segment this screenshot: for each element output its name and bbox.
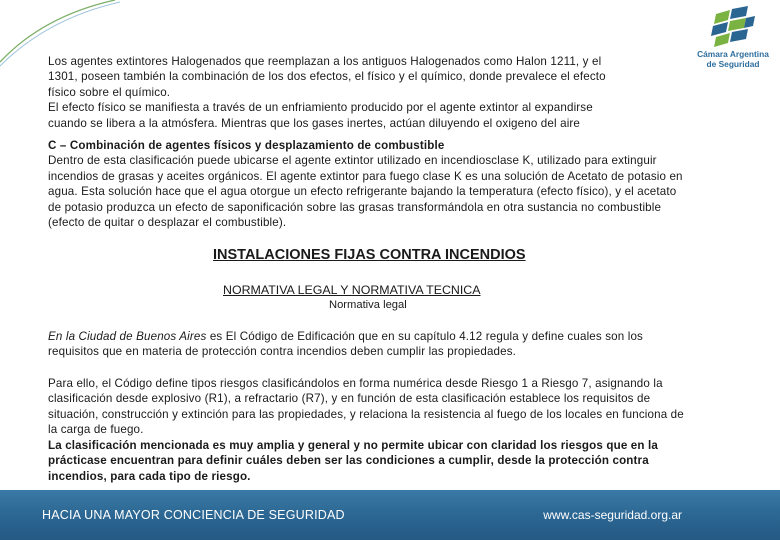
logo-line-2: de Seguridad	[706, 59, 760, 69]
footer-bar	[0, 490, 780, 540]
intro-line: cuando se libera a la atmósfera. Mientras que los gases inertes, actúan diluyendo el oxigeno del aire	[48, 116, 581, 130]
city-paragraph	[48, 329, 748, 360]
code-line: situación, construcción y extinción para las propiedades, y relaciona la resistencia al fuego de los locales en funciona de	[48, 407, 684, 421]
section-c-line: de potasio produzca un efecto de saponificación sobre las grasas transformándola en otra sustancia no combustible	[48, 200, 662, 214]
city-line-2: requisitos que en materia de protección contra incendios deben cumplir las propiedades.	[48, 345, 517, 359]
bold-line: La clasificación mencionada es muy amplia y general y no permite ubicar con claridad los riesgos que en la	[48, 439, 658, 452]
code-paragraph	[48, 376, 748, 438]
code-line: la carga de fuego.	[48, 423, 144, 437]
intro-line: 1301, poseen también la combinación de los dos efectos, el físico y el químico, donde prevalece el efecto	[48, 70, 606, 84]
code-line: Para ello, el Código define tipos riesgos clasificándolos en forma numérica desde Riesgo 1 a Riesgo 7, asignando la	[48, 377, 663, 390]
section-c-title: C – Combinación de agentes físicos y desplazamiento de combustible	[48, 139, 445, 153]
main-content	[48, 54, 748, 230]
city-name-italic: En la Ciudad de Buenos Aires	[48, 330, 207, 343]
section-c-line: incendios de grasas y aceites orgánicos. El agente extintor para fuego clase K es una solución de Acetato de potasio en	[48, 169, 683, 183]
bold-paragraph	[48, 438, 748, 484]
intro-paragraph	[48, 54, 668, 131]
city-line-1-rest: es El Código de Edificación que en su capítulo 4.12 regula y define cuales son los	[206, 330, 643, 343]
bold-line: prácticase encuentran para definir cuáles deben ser las condiciones a cumplir, desde la protección contra	[48, 454, 649, 468]
intro-line: El efecto físico se manifiesta a través de un enfriamiento producido por el agente extintor al expandirse	[48, 101, 593, 115]
logo-mark-icon	[708, 6, 756, 48]
sub-heading: NORMATIVA LEGAL Y NORMATIVA TECNICA	[223, 283, 481, 297]
section-c-line: (efecto de quitar o desplazar el combustible).	[48, 216, 287, 230]
small-heading: Normativa legal	[329, 299, 407, 311]
code-line: clasificación desde explosivo (R1), a refractario (R7), y en función de esta clasificación establece los requisitos de	[48, 392, 651, 406]
section-c-line: agua. Esta solución hace que el agua otorgue un efecto refrigerante bajando la temperatura (efecto físico), y el acetato	[48, 185, 677, 199]
footer-website-link[interactable]: www.cas-seguridad.org.ar	[543, 508, 682, 522]
logo-line-1: Cámara Argentina	[697, 49, 769, 59]
bold-line: incendios, para cada tipo de riesgo.	[48, 469, 251, 483]
section-c-line: Dentro de esta clasificación puede ubicarse el agente extintor utilizado en incendiosclase K, utilizado para extinguir	[48, 154, 657, 168]
intro-line: físico sobre el químico.	[48, 85, 171, 99]
section-c-paragraph	[48, 153, 748, 230]
footer-slogan: HACIA UNA MAYOR CONCIENCIA DE SEGURIDAD	[42, 508, 345, 522]
intro-line: Los agentes extintores Halogenados que reemplazan a los antiguos Halogenados como Halon 1211, y el	[48, 55, 602, 68]
main-heading: INSTALACIONES FIJAS CONTRA INCENDIOS	[213, 247, 526, 263]
